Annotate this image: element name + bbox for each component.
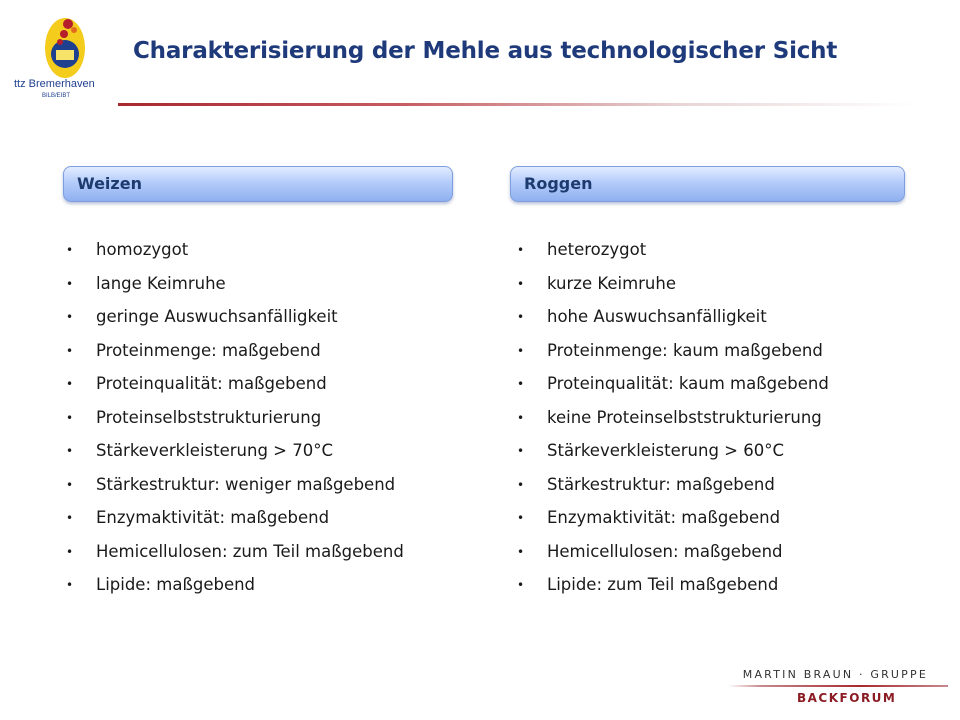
- title-divider: [118, 103, 918, 106]
- roggen-list: [517, 236, 829, 605]
- list-item: [66, 504, 404, 538]
- list-item: [517, 236, 829, 270]
- list-item-text: homozygot: [96, 240, 189, 259]
- list-item-text: Stärkeverkleisterung > 60°C: [547, 441, 785, 460]
- list-item: [517, 370, 829, 404]
- list-item-text: Proteinmenge: maßgebend: [96, 340, 321, 360]
- list-item-text: hohe Auswuchsanfälligkeit: [547, 307, 767, 326]
- list-item-text: Lipide: zum Teil maßgebend: [547, 575, 779, 594]
- weizen-list: [66, 236, 404, 605]
- bullet-icon: •: [517, 343, 525, 358]
- logo-subtitle: BILB/EIBT: [42, 93, 71, 99]
- list-item: [517, 303, 829, 337]
- bullet-icon: •: [517, 444, 525, 458]
- bullet-icon: •: [517, 410, 525, 425]
- brand-subtitle: BACKFORUM: [797, 691, 897, 705]
- list-item: [517, 404, 829, 438]
- list-item-text: lange Keimruhe: [96, 273, 226, 293]
- list-item: [66, 303, 404, 337]
- bullet-icon: •: [517, 377, 525, 391]
- bullet-icon: •: [66, 410, 74, 425]
- bullet-icon: •: [517, 477, 525, 492]
- bullet-icon: •: [517, 310, 525, 324]
- list-item-text: keine Proteinselbststrukturierung: [547, 407, 822, 427]
- brand-divider: [728, 685, 948, 687]
- bullet-icon: •: [66, 310, 74, 324]
- list-item-text: Enzymaktivität: maßgebend: [96, 508, 330, 527]
- bullet-icon: •: [66, 343, 74, 358]
- list-item: [517, 571, 829, 605]
- list-item: [66, 571, 404, 605]
- list-item: [517, 538, 829, 572]
- list-item-text: Enzymaktivität: maßgebend: [547, 508, 781, 527]
- list-item-text: Stärkeverkleisterung > 70°C: [96, 441, 334, 460]
- list-item: [66, 370, 404, 404]
- list-item: [517, 270, 829, 304]
- list-item-text: geringe Auswuchsanfälligkeit: [96, 307, 338, 326]
- bullet-icon: •: [517, 511, 525, 525]
- list-item: [66, 404, 404, 438]
- list-item-text: heterozygot: [547, 240, 647, 259]
- bullet-icon: •: [66, 511, 74, 525]
- list-item: [517, 337, 829, 371]
- list-item-text: Lipide: maßgebend: [96, 575, 256, 594]
- list-item-text: Proteinmenge: kaum maßgebend: [547, 340, 823, 360]
- bullet-icon: •: [66, 276, 74, 291]
- list-item: [517, 504, 829, 538]
- bullet-icon: •: [517, 243, 525, 257]
- page-title: Charakterisierung der Mehle aus technologischer Sicht: [133, 38, 838, 64]
- column-header-roggen: Roggen: [510, 166, 905, 202]
- list-item: [66, 437, 404, 471]
- bullet-icon: •: [66, 477, 74, 492]
- list-item-text: Proteinqualität: maßgebend: [96, 374, 327, 393]
- bullet-icon: •: [517, 276, 525, 291]
- bullet-icon: •: [517, 578, 525, 592]
- list-item: [66, 471, 404, 505]
- column-header-weizen: Weizen: [63, 166, 453, 202]
- list-item: [517, 437, 829, 471]
- bullet-icon: •: [517, 544, 525, 559]
- list-item-text: Proteinqualität: kaum maßgebend: [547, 374, 829, 393]
- list-item: [66, 236, 404, 270]
- list-item-text: Hemicellulosen: maßgebend: [547, 541, 783, 561]
- bullet-icon: •: [66, 544, 74, 559]
- logo-name: ttz Bremerhaven: [14, 78, 95, 90]
- list-item-text: Stärkestruktur: weniger maßgebend: [96, 474, 396, 494]
- brand-name: MARTIN BRAUN · GRUPPE: [742, 668, 928, 681]
- bullet-icon: •: [66, 243, 74, 257]
- ttz-logo-icon: [10, 10, 110, 105]
- list-item: [66, 538, 404, 572]
- list-item-text: Hemicellulosen: zum Teil maßgebend: [96, 541, 404, 561]
- list-item-text: kurze Keimruhe: [547, 273, 677, 293]
- bullet-icon: •: [66, 444, 74, 458]
- bullet-icon: •: [66, 377, 74, 391]
- list-item: [517, 471, 829, 505]
- bullet-icon: •: [66, 578, 74, 592]
- list-item: [66, 337, 404, 371]
- list-item: [66, 270, 404, 304]
- list-item-text: Stärkestruktur: maßgebend: [547, 474, 775, 494]
- list-item-text: Proteinselbststrukturierung: [96, 407, 322, 427]
